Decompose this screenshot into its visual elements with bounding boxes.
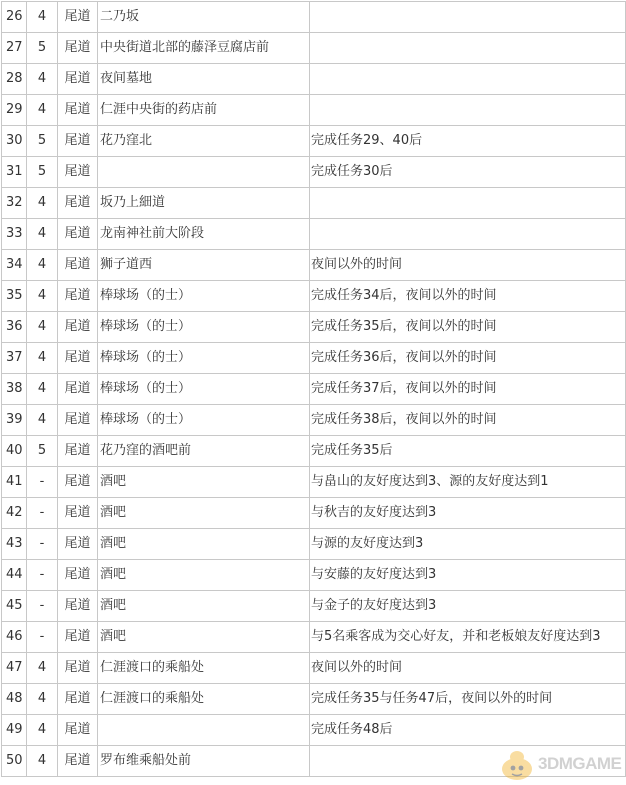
mission-location xyxy=(98,157,310,188)
watermark xyxy=(498,748,620,782)
mission-table-body xyxy=(2,2,626,777)
mission-area: 尾道 xyxy=(58,715,98,746)
mission-area: 尾道 xyxy=(58,33,98,64)
mission-location: 坂乃上細道 xyxy=(98,188,310,219)
mission-location: 罗布维乘船处前 xyxy=(98,746,310,777)
mission-condition xyxy=(310,33,626,64)
mission-area: 尾道 xyxy=(58,622,98,653)
mission-level: 4 xyxy=(27,312,58,343)
mission-number: 26 xyxy=(2,2,27,33)
mission-number: 27 xyxy=(2,33,27,64)
mission-location: 酒吧 xyxy=(98,622,310,653)
mission-level: 4 xyxy=(27,653,58,684)
mission-level: - xyxy=(27,498,58,529)
table-row xyxy=(2,560,626,591)
mission-number: 36 xyxy=(2,312,27,343)
mission-location: 中央街道北部的藤泽豆腐店前 xyxy=(98,33,310,64)
table-row xyxy=(2,2,626,33)
mission-level: - xyxy=(27,529,58,560)
mission-condition: 与畠山的友好度达到3、源的友好度达到1 xyxy=(310,467,626,498)
mission-condition xyxy=(310,2,626,33)
mission-condition: 完成任务36后，夜间以外的时间 xyxy=(310,343,626,374)
mission-number: 34 xyxy=(2,250,27,281)
mission-level: 5 xyxy=(27,436,58,467)
mission-area: 尾道 xyxy=(58,219,98,250)
mission-area: 尾道 xyxy=(58,467,98,498)
mission-level: 4 xyxy=(27,250,58,281)
mission-area: 尾道 xyxy=(58,746,98,777)
table-row xyxy=(2,498,626,529)
mission-level: 4 xyxy=(27,188,58,219)
table-row xyxy=(2,684,626,715)
mission-condition: 夜间以外的时间 xyxy=(310,250,626,281)
mission-location: 龙南神社前大阶段 xyxy=(98,219,310,250)
mission-number: 37 xyxy=(2,343,27,374)
mission-condition: 夜间以外的时间 xyxy=(310,653,626,684)
mission-number: 46 xyxy=(2,622,27,653)
mission-number: 44 xyxy=(2,560,27,591)
mission-condition: 完成任务48后 xyxy=(310,715,626,746)
mission-area: 尾道 xyxy=(58,374,98,405)
mission-level: - xyxy=(27,560,58,591)
table-row xyxy=(2,95,626,126)
mission-location: 酒吧 xyxy=(98,529,310,560)
table-row xyxy=(2,126,626,157)
table-row xyxy=(2,622,626,653)
mission-condition: 完成任务38后，夜间以外的时间 xyxy=(310,405,626,436)
mission-number: 33 xyxy=(2,219,27,250)
mission-area: 尾道 xyxy=(58,312,98,343)
mission-number: 50 xyxy=(2,746,27,777)
mission-table xyxy=(1,1,626,777)
table-row xyxy=(2,436,626,467)
mission-location: 棒球场（的士） xyxy=(98,374,310,405)
mission-number: 38 xyxy=(2,374,27,405)
mission-number: 30 xyxy=(2,126,27,157)
mission-area: 尾道 xyxy=(58,405,98,436)
mission-number: 40 xyxy=(2,436,27,467)
mission-level: 4 xyxy=(27,219,58,250)
mission-number: 29 xyxy=(2,95,27,126)
mission-condition xyxy=(310,95,626,126)
mission-area: 尾道 xyxy=(58,498,98,529)
mission-area: 尾道 xyxy=(58,188,98,219)
table-row xyxy=(2,219,626,250)
mission-number: 31 xyxy=(2,157,27,188)
mission-number: 49 xyxy=(2,715,27,746)
mission-area: 尾道 xyxy=(58,684,98,715)
mission-location: 狮子道西 xyxy=(98,250,310,281)
table-row xyxy=(2,343,626,374)
mission-level: 4 xyxy=(27,281,58,312)
mission-number: 48 xyxy=(2,684,27,715)
mission-location: 棒球场（的士） xyxy=(98,343,310,374)
table-row xyxy=(2,405,626,436)
mission-condition: 与5名乘客成为交心好友，并和老板娘友好度达到3 xyxy=(310,622,626,653)
mission-number: 47 xyxy=(2,653,27,684)
mission-level: 5 xyxy=(27,126,58,157)
mission-level: - xyxy=(27,622,58,653)
mission-area: 尾道 xyxy=(58,64,98,95)
table-row xyxy=(2,188,626,219)
mission-area: 尾道 xyxy=(58,281,98,312)
table-row xyxy=(2,250,626,281)
table-row xyxy=(2,467,626,498)
mission-location: 夜间墓地 xyxy=(98,64,310,95)
mission-location: 仁涯渡口的乘船处 xyxy=(98,653,310,684)
mission-number: 28 xyxy=(2,64,27,95)
mission-number: 45 xyxy=(2,591,27,622)
table-row xyxy=(2,591,626,622)
mission-level: 5 xyxy=(27,157,58,188)
mission-area: 尾道 xyxy=(58,250,98,281)
mission-area: 尾道 xyxy=(58,126,98,157)
mission-location: 花乃窪北 xyxy=(98,126,310,157)
mission-area: 尾道 xyxy=(58,2,98,33)
mission-location: 棒球场（的士） xyxy=(98,281,310,312)
mission-area: 尾道 xyxy=(58,560,98,591)
table-row xyxy=(2,157,626,188)
table-row xyxy=(2,529,626,560)
mission-location: 酒吧 xyxy=(98,467,310,498)
mission-condition: 与源的友好度达到3 xyxy=(310,529,626,560)
mission-level: 5 xyxy=(27,33,58,64)
mission-number: 32 xyxy=(2,188,27,219)
mission-condition: 与秋吉的友好度达到3 xyxy=(310,498,626,529)
mission-condition: 完成任务35后，夜间以外的时间 xyxy=(310,312,626,343)
mission-level: 4 xyxy=(27,95,58,126)
mission-area: 尾道 xyxy=(58,95,98,126)
mission-condition: 完成任务34后，夜间以外的时间 xyxy=(310,281,626,312)
mission-condition: 完成任务37后，夜间以外的时间 xyxy=(310,374,626,405)
table-row xyxy=(2,33,626,64)
mission-number: 41 xyxy=(2,467,27,498)
mission-number: 42 xyxy=(2,498,27,529)
mission-level: - xyxy=(27,591,58,622)
table-row xyxy=(2,374,626,405)
table-row xyxy=(2,64,626,95)
mission-level: 4 xyxy=(27,684,58,715)
mission-level: - xyxy=(27,467,58,498)
mission-location: 仁涯渡口的乘船处 xyxy=(98,684,310,715)
mission-condition: 完成任务30后 xyxy=(310,157,626,188)
mission-number: 35 xyxy=(2,281,27,312)
mission-level: 4 xyxy=(27,2,58,33)
table-row xyxy=(2,312,626,343)
mission-condition: 与金子的友好度达到3 xyxy=(310,591,626,622)
watermark-text: 3DMGAME xyxy=(538,754,622,773)
mission-area: 尾道 xyxy=(58,436,98,467)
mission-number: 39 xyxy=(2,405,27,436)
mission-level: 4 xyxy=(27,405,58,436)
mission-condition: 完成任务35后 xyxy=(310,436,626,467)
3dm-mascot-icon xyxy=(498,748,536,782)
table-row xyxy=(2,281,626,312)
mission-condition: 完成任务29、40后 xyxy=(310,126,626,157)
mission-area: 尾道 xyxy=(58,653,98,684)
mission-location xyxy=(98,715,310,746)
table-row xyxy=(2,715,626,746)
mission-level: 4 xyxy=(27,746,58,777)
mission-area: 尾道 xyxy=(58,157,98,188)
mission-location: 仁涯中央街的药店前 xyxy=(98,95,310,126)
mission-location: 花乃窪的酒吧前 xyxy=(98,436,310,467)
mission-level: 4 xyxy=(27,374,58,405)
mission-condition: 与安藤的友好度达到3 xyxy=(310,560,626,591)
mission-area: 尾道 xyxy=(58,343,98,374)
mission-location: 二乃坂 xyxy=(98,2,310,33)
mission-area: 尾道 xyxy=(58,591,98,622)
table-row xyxy=(2,653,626,684)
mission-location: 酒吧 xyxy=(98,591,310,622)
mission-condition xyxy=(310,219,626,250)
mission-area: 尾道 xyxy=(58,529,98,560)
mission-location: 酒吧 xyxy=(98,498,310,529)
mission-level: 4 xyxy=(27,343,58,374)
mission-level: 4 xyxy=(27,715,58,746)
mission-location: 棒球场（的士） xyxy=(98,405,310,436)
mission-number: 43 xyxy=(2,529,27,560)
mission-condition xyxy=(310,188,626,219)
mission-level: 4 xyxy=(27,64,58,95)
mission-condition: 完成任务35与任务47后，夜间以外的时间 xyxy=(310,684,626,715)
mission-location: 棒球场（的士） xyxy=(98,312,310,343)
mission-location: 酒吧 xyxy=(98,560,310,591)
mission-condition xyxy=(310,64,626,95)
